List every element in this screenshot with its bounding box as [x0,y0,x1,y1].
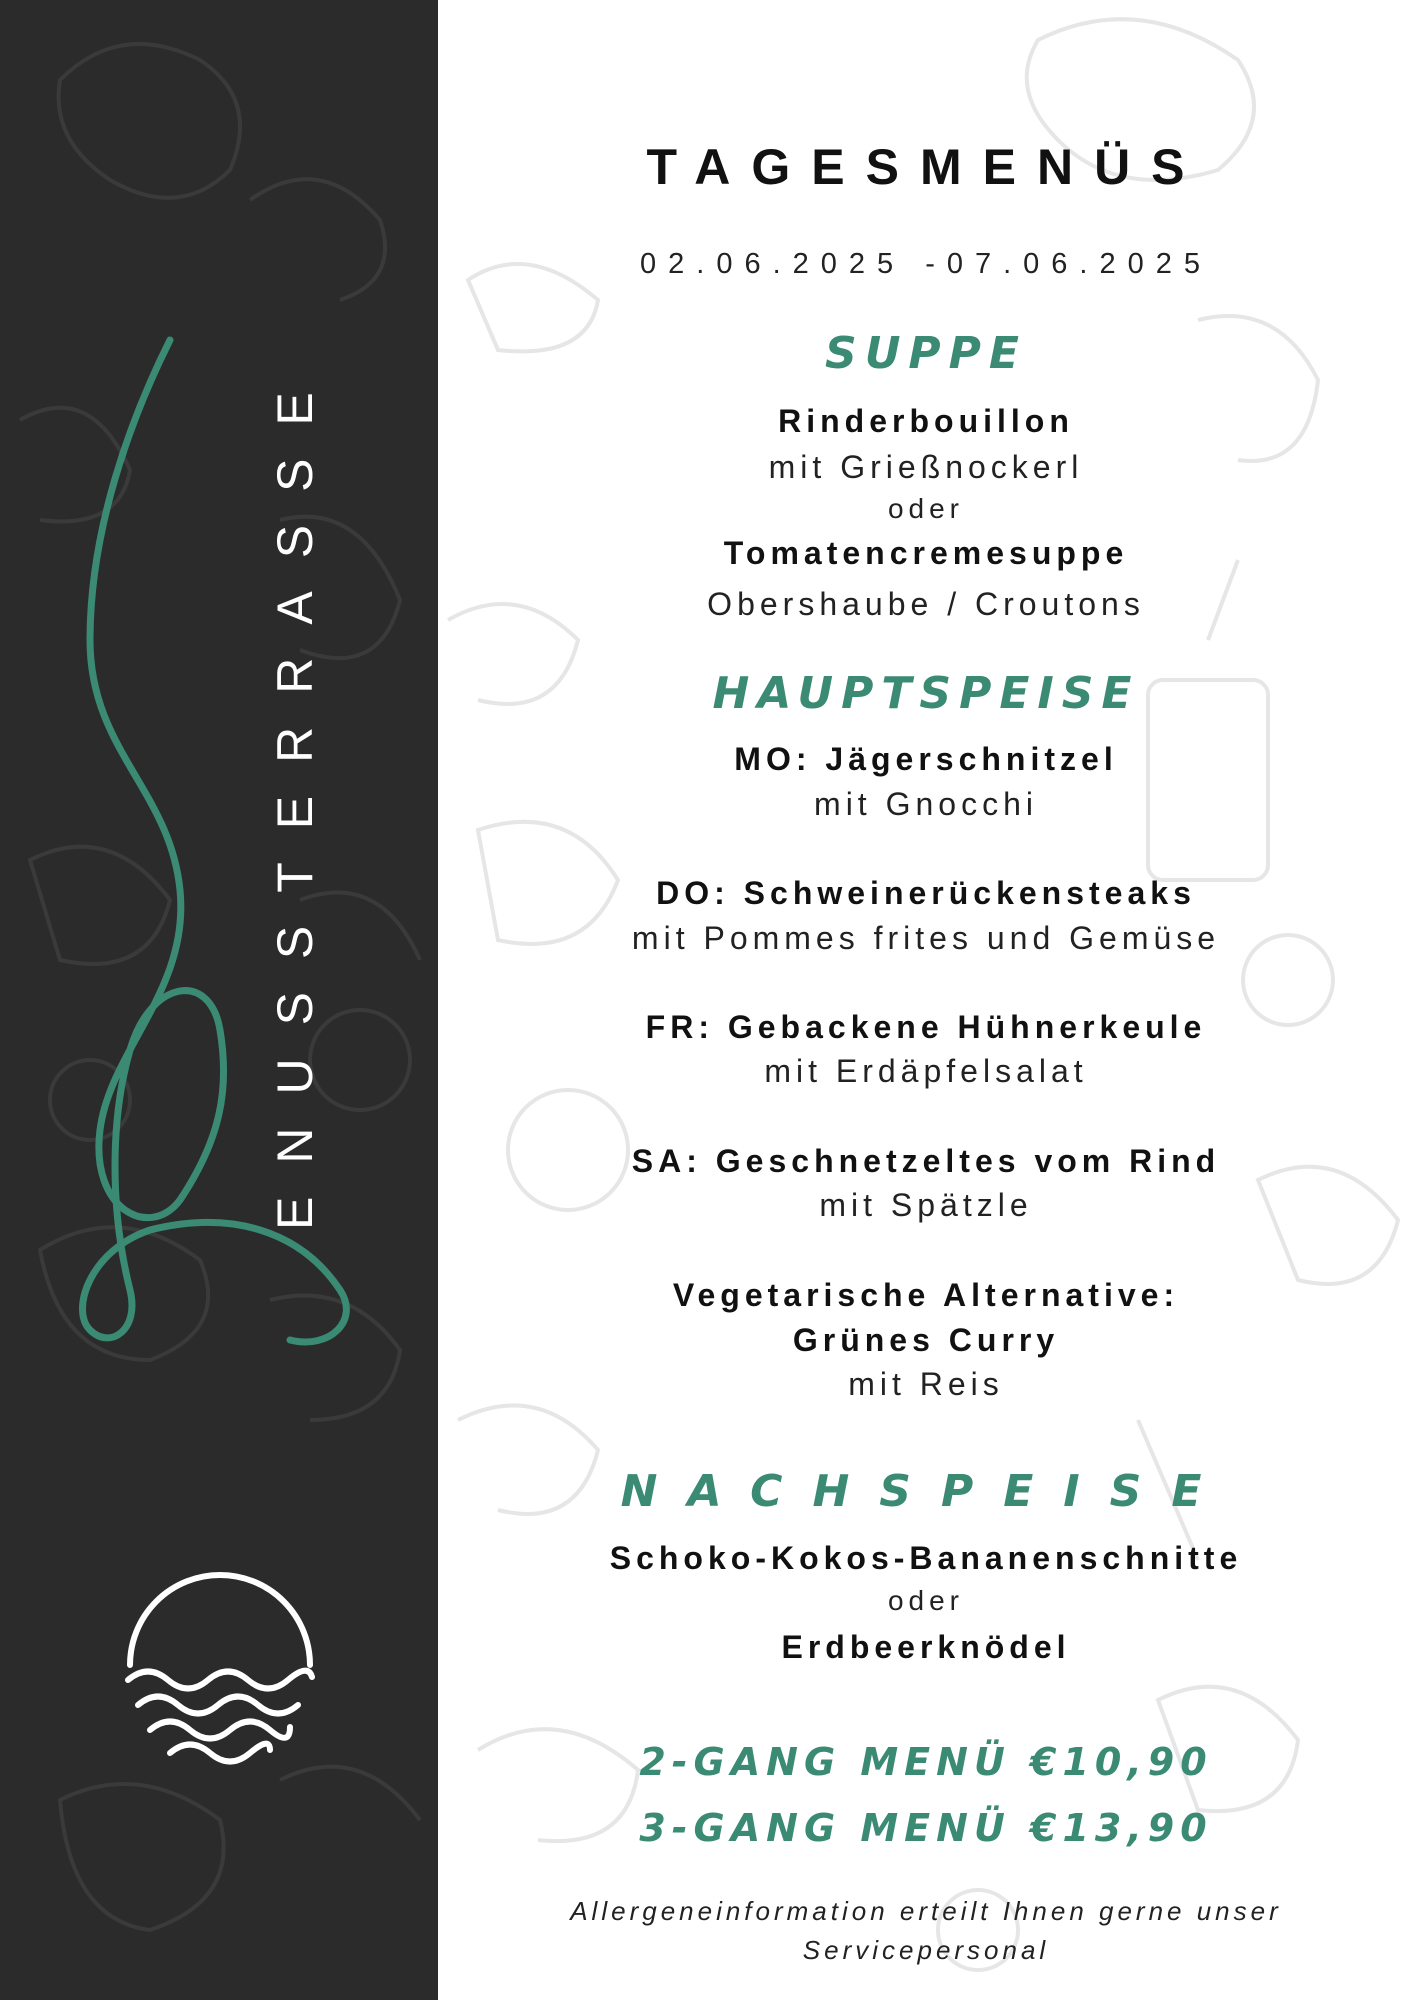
vegetarian-desc: mit Reis [848,1366,1004,1402]
soup-option-1-name: Rinderbouillon [778,403,1074,439]
main-course-day-title: DO: Schweinerückensteaks [656,875,1196,911]
main-course-day-title: SA: Geschnetzeltes vom Rind [631,1143,1221,1179]
vegetarian-label: Vegetarische Alternative: [672,1277,1180,1313]
page-title: TAGESMENÜS [646,139,1206,195]
vegetarian-name: Grünes Curry [792,1322,1060,1358]
main-course-day-title: MO: Jägerschnitzel [734,741,1118,777]
soup-heading: SUPPE [825,328,1027,379]
main-course-day-desc: mit Pommes frites und Gemüse [631,920,1221,956]
dessert-option-2: Erdbeerknödel [781,1629,1071,1665]
price-three-course: 3-GANG MENÜ €13,90 [639,1806,1213,1850]
dessert-option-1: Schoko-Kokos-Bananenschnitte [609,1540,1243,1576]
allergen-note-line-2: Servicepersonal [802,1935,1050,1965]
dessert-or: oder [887,1585,965,1616]
menu-panel [438,0,1414,2000]
main-course-day-desc: mit Erdäpfelsalat [764,1053,1088,1089]
soup-or: oder [887,493,965,524]
logo-script-g [70,330,390,1360]
soup-option-1-desc: mit Grießnockerl [768,449,1084,485]
logo-wordmark: ENUSSTERRASSE [267,359,323,1230]
sea-wave-logo [120,1555,320,1765]
allergen-note-line-1: Allergeneinformation erteilt Ihnen gerne unser [570,1896,1282,1926]
main-course-day-desc: mit Gnocchi [814,786,1038,822]
main-course-heading: HAUPTSPEISE [712,668,1140,719]
sidebar [0,0,438,2000]
date-range: 02.06.2025 -07.06.2025 [640,248,1212,280]
main-course-day-title: FR: Gebackene Hühnerkeule [645,1009,1207,1045]
main-course-day-desc: mit Spätzle [819,1187,1033,1223]
price-two-course: 2-GANG MENÜ €10,90 [639,1740,1213,1784]
soup-option-2-desc: Obershaube / Croutons [707,586,1145,622]
soup-option-2-name: Tomatencremesuppe [723,535,1129,571]
dessert-heading: NACHSPEISE [620,1466,1232,1517]
menu-content [438,0,1414,2000]
